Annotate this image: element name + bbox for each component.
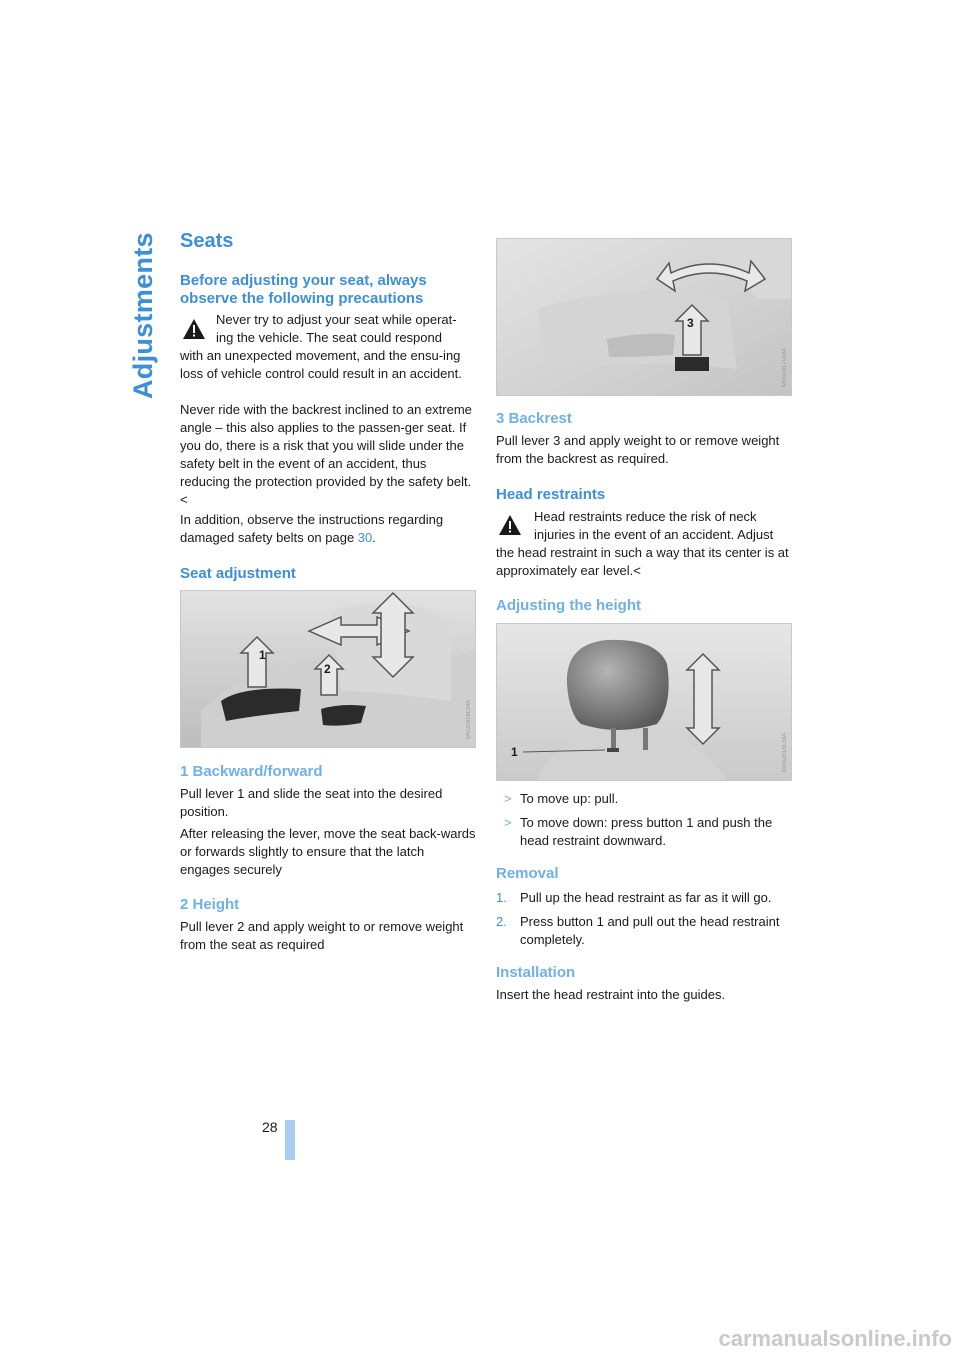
head-restraint-warning-line-1: Head restraints reduce the risk of neck (534, 509, 757, 524)
backrest-figure (496, 238, 792, 396)
section-title-seats: Seats (180, 230, 234, 252)
backrest-heading: 3 Backrest (496, 410, 572, 427)
backward-forward-heading: 1 Backward/forward (180, 763, 323, 780)
seat-illustration (181, 591, 475, 747)
release-lever-text: After releasing the lever, move the seat back-wards or forwards slightly to ensure that the latch engages securely (180, 826, 476, 877)
warning-text: with an unexpected movement, and the ensu-ing loss of vehicle control could result in an accident. (180, 348, 462, 381)
fig1-label-1: 1 (259, 648, 266, 662)
chapter-side-title: Adjustments (128, 232, 158, 399)
warning-triangle-icon (498, 514, 522, 536)
seat-adjustment-heading: Seat adjustment (180, 565, 296, 582)
height-adjust-list (496, 790, 792, 856)
fig3-label-1: 1 (511, 745, 518, 759)
removal-steps-list (496, 889, 792, 955)
head-restraint-illustration (497, 624, 791, 780)
list-item: 2. Press button 1 and pull out the head restraint completely. (496, 914, 780, 947)
fig2-label-3: 3 (687, 316, 694, 330)
watermark: carmanualsonline.info (718, 1326, 952, 1351)
backrest-warning-text: Never ride with the backrest inclined to an extreme angle – this also applies to the passen-ger seat. If you do, there is a risk that you will slide under the safety belt in the event of an accident, thus reducing the protection provided by the safety belt.< (180, 402, 472, 507)
adjusting-height-heading: Adjusting the height (496, 597, 641, 614)
warning-triangle-icon (182, 318, 206, 340)
list-item: > To move up: pull. (504, 791, 619, 806)
page-number: 28 (262, 1119, 278, 1135)
page-link-30[interactable]: 30 (357, 530, 373, 545)
figure-code: MV02817CMA (782, 347, 788, 387)
fig1-label-2: 2 (324, 662, 331, 676)
list-item: > To move down: press button 1 and push the head restraint downward. (504, 815, 773, 848)
list-item: 1. Pull up the head restraint as far as it will go. (496, 890, 772, 905)
installation-text: Insert the head restraint into the guides. (496, 987, 726, 1002)
removal-heading: Removal (496, 865, 559, 882)
precautions-heading: Before adjusting your seat, always observe the following precautions (180, 272, 427, 307)
safety-belts-reference: In addition, observe the instructions regarding damaged safety belts on page 30. (180, 512, 444, 545)
backrest-illustration (497, 239, 791, 395)
head-restraint-figure (496, 623, 792, 781)
figure-code: MV02816CMA (466, 699, 472, 739)
backrest-text: Pull lever 3 and apply weight to or remove weight from the backrest as required. (496, 433, 780, 466)
head-restraints-heading: Head restraints (496, 486, 606, 503)
head-restraint-warning-text: the head restraint in such a way that its center is at approximately ear level.< (496, 545, 789, 578)
warning-line-1: Never try to adjust your seat while operat- (216, 312, 457, 327)
head-restraint-warning-line-2: injuries in the event of an accident. Adjust (534, 527, 774, 542)
seat-adjustment-figure (180, 590, 476, 748)
warning-line-2: ing the vehicle. The seat could respond (216, 330, 442, 345)
figure-code: MV02818CMA (782, 732, 788, 772)
height-heading: 2 Height (180, 896, 240, 913)
page-tab-bar (285, 1120, 295, 1160)
installation-heading: Installation (496, 964, 576, 981)
backward-forward-text: Pull lever 1 and slide the seat into the desired position. (180, 786, 443, 819)
height-text: Pull lever 2 and apply weight to or remove weight from the seat as required (180, 919, 464, 952)
